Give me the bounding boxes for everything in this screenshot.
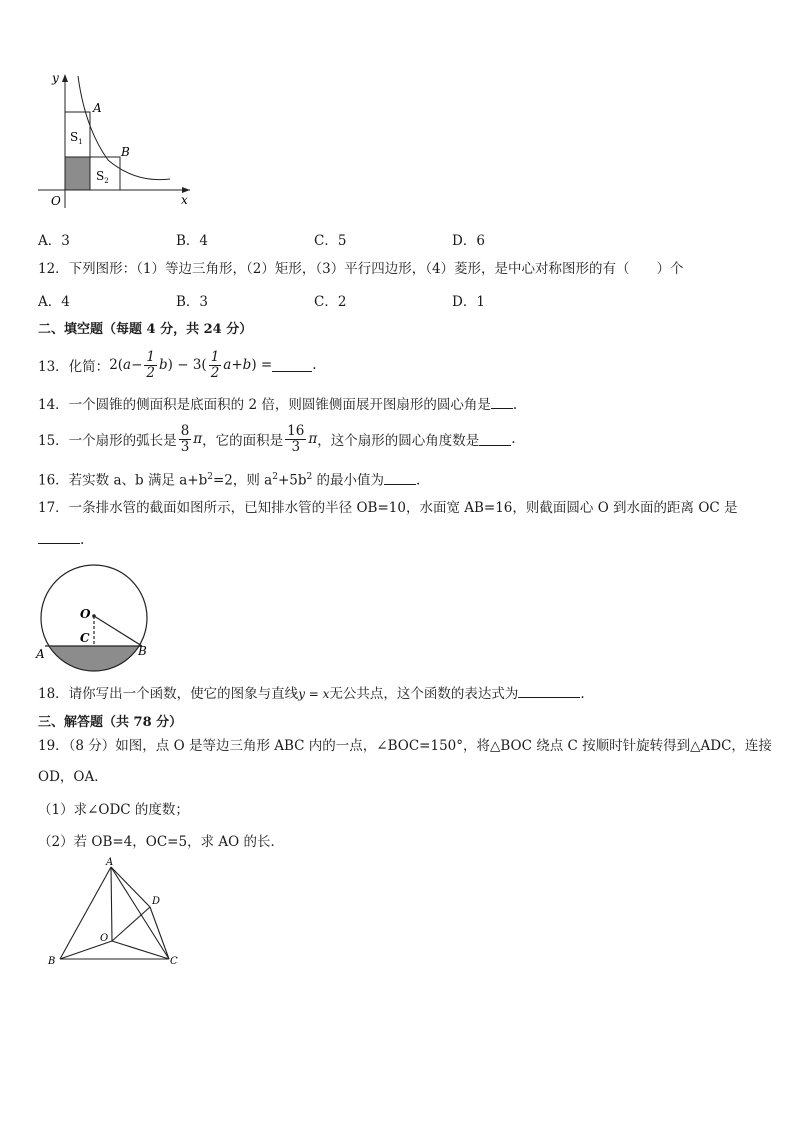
- q19-figure: [44, 855, 194, 970]
- q13-answer-blank[interactable]: [272, 359, 312, 372]
- label-d: D: [152, 896, 161, 907]
- hyperbola-curve: [78, 76, 170, 180]
- segment-od: [112, 907, 150, 941]
- q16-answer-blank[interactable]: [384, 472, 416, 485]
- label-a: A: [93, 101, 102, 115]
- label-b: B: [121, 145, 130, 159]
- q16-sup3: 2: [306, 472, 313, 482]
- q14: [38, 396, 517, 414]
- q13-end: ) =: [251, 357, 273, 373]
- q18-period: .: [580, 686, 585, 702]
- q16-p1: 16．若实数 a、b 满足 a+b: [38, 472, 208, 489]
- q12-option-a: A．4: [38, 294, 70, 310]
- label-o: O: [100, 933, 109, 944]
- side-ab: [60, 867, 111, 959]
- y-axis-arrow: [62, 74, 68, 82]
- q15-fraction-2: [285, 424, 306, 455]
- q15-frac1-num: 8: [180, 422, 190, 439]
- label-a: A: [36, 647, 45, 661]
- q13-frac1-num: 1: [146, 348, 156, 365]
- q18-answer-blank[interactable]: [518, 685, 580, 698]
- label-b: B: [138, 644, 147, 658]
- section-fill-in-heading: 二、填空题（每题 4 分，共 24 分）: [38, 322, 253, 337]
- q12-option-c: C．2: [314, 294, 347, 310]
- section-solve-heading: 三、解答题（共 78 分）: [38, 715, 183, 730]
- label-x: x: [181, 193, 188, 207]
- q13-prefix: 13．化简：: [38, 359, 110, 375]
- q13-expr-a: 2(: [109, 357, 124, 373]
- q15-period: .: [511, 431, 516, 447]
- q13-plus: +: [231, 357, 243, 373]
- q17-answer-line: [38, 531, 84, 549]
- q17-figure: [30, 562, 170, 672]
- radius-ob: [94, 616, 142, 646]
- q15-p2: ，它的面积是: [202, 433, 284, 449]
- q15-frac2-num: 16: [287, 422, 305, 439]
- center-dot: [92, 614, 96, 618]
- q16-p2: =2，则 a: [212, 472, 273, 489]
- q15-p1: 15．一个扇形的弧长是: [38, 433, 177, 449]
- q16-sup2: 2: [272, 472, 278, 482]
- q13-period: .: [312, 357, 317, 373]
- q17-text: 17．一条排水管的截面如图所示，已知排水管的半径 OB=10，水面宽 AB=16，则截面圆心 O 到水面的距离 OC 是: [38, 500, 738, 516]
- q15-pi-1: π: [193, 431, 203, 447]
- q15-pi-2: π: [308, 431, 318, 447]
- q14-period: .: [512, 397, 518, 413]
- q17-answer-blank[interactable]: [38, 531, 80, 544]
- water-segment: [50, 646, 138, 671]
- q14-text: 14．一个圆锥的侧面积是底面积的 2 倍，则圆锥侧面展开图扇形的圆心角是: [38, 397, 491, 413]
- segment-co: [112, 941, 169, 959]
- q12-option-d: D．1: [452, 294, 485, 310]
- q13-vector-b: b: [159, 357, 168, 373]
- q16-period: .: [416, 472, 421, 489]
- q13-minus: −: [131, 357, 143, 373]
- q19-sub2: （2）若 OB=4，OC=5，求 AO 的长．: [38, 834, 284, 850]
- q13-frac1-den: 2: [146, 364, 156, 381]
- q15-answer-blank[interactable]: [479, 433, 511, 446]
- q13-vector-a2: a: [223, 357, 232, 373]
- q11-option-d: D．6: [452, 233, 485, 249]
- q19-line2: OD，OA．: [38, 769, 108, 785]
- q13-vector-b2: b: [242, 357, 252, 373]
- label-o: O: [80, 607, 91, 621]
- q15-frac1-den: 3: [180, 438, 190, 455]
- q18-p1: 18．请你写出一个函数，使它的图象与直线: [38, 686, 299, 702]
- q16-sup1: 2: [207, 472, 213, 482]
- q13-vector-a: a: [123, 357, 132, 373]
- q13-mid: ) − 3(: [167, 357, 207, 373]
- q16-p3: +5b: [277, 472, 307, 489]
- q13-fraction-1: [144, 350, 157, 381]
- label-s2: $S_2$: [96, 169, 109, 185]
- q19-sub1: （1）求∠ODC 的度数；: [38, 802, 189, 818]
- label-b: B: [48, 956, 56, 967]
- label-s1: $S_1$: [70, 130, 83, 146]
- q13-frac2-num: 1: [210, 348, 220, 365]
- label-c: C: [80, 631, 90, 645]
- segment-ao: [111, 867, 112, 941]
- q11-option-b: B．4: [176, 233, 209, 249]
- q16: [38, 468, 420, 490]
- q11-option-c: C．5: [314, 233, 347, 249]
- side-ac: [111, 867, 169, 959]
- q11-option-a: A．3: [38, 233, 70, 249]
- q12-text: 12．下列图形：（1）等边三角形，（2）矩形，（3）平行四边形，（4）菱形，是中心对称图形的有（ ）个: [38, 261, 684, 277]
- q15-fraction-1: [179, 424, 192, 455]
- q13-fraction-2: [209, 350, 222, 381]
- q14-answer-blank[interactable]: [491, 396, 513, 409]
- segment-ad: [111, 867, 150, 907]
- q15-frac2-den: 3: [291, 438, 301, 455]
- q15: [38, 420, 516, 458]
- q18-p2: 无公共点，这个函数的表达式为: [329, 686, 519, 702]
- q13: [38, 345, 317, 385]
- q19-line1: 19．（8 分）如图，点 O 是等边三角形 ABC 内的一点，∠BOC=150°，将△BOC 绕点 C 按顺时针旋转得到△ADC，连接: [38, 738, 772, 754]
- q13-frac2-den: 2: [210, 364, 220, 381]
- q12-option-b: B．3: [176, 294, 209, 310]
- label-c: C: [170, 956, 178, 967]
- q17-period: .: [80, 532, 85, 548]
- q18: [38, 685, 585, 703]
- q18-equation: y = x: [298, 687, 330, 701]
- label-o: O: [51, 194, 61, 208]
- q11-figure: [30, 68, 200, 218]
- label-y: y: [52, 71, 59, 85]
- shaded-rect: [65, 157, 90, 190]
- q15-p3: ，这个扇形的圆心角度数是: [317, 433, 480, 449]
- label-a: A: [106, 857, 114, 868]
- q16-p4: 的最小值为: [312, 472, 385, 489]
